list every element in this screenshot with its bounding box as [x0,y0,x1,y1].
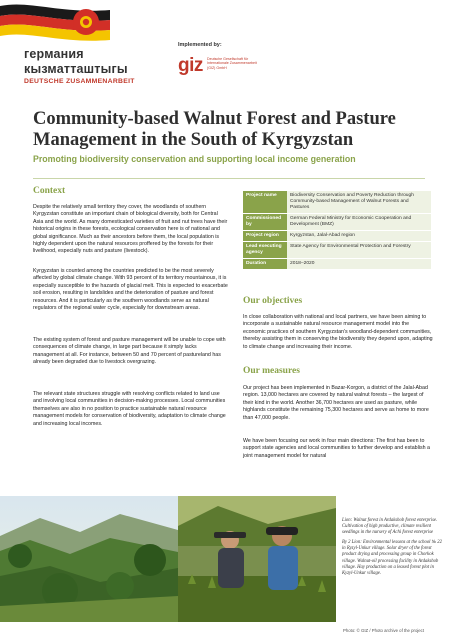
objectives-paragraph: In close collaboration with national and local partners, we have been aiming to incorporate a sustainable natural resource management model into the economic practices of southern Kyrgyzstan's woodland-dependent communities, thereby assisting them in conserving the biodiversity they depend upon, adapting to climate change and increasing their income. [243,314,433,350]
context-paragraph-2: Kyrgyzstan is counted among the countries predicted to be the most severely affected by global climate change. With 93 percent of its territory mountainous, it is especially susceptible to the hazards of glacial melt. This is expected to exacerbate soil erosion, resulting in landslides and the deterioration of pasture and forest resources. And it is particularly as the southern woodlands serve as natural regulators of the regional water cycle, especially for downstream areas. [33,268,228,312]
measures-paragraph-2: We have been focusing our work in four main directions: The first has been to support state agencies and local communities to further develop and establish a joint management model for natural [243,438,430,459]
logo-line-cooperation: кызматташтыгы [24,62,128,76]
giz-logo: giz [178,55,203,76]
giz-full-name: Deutsche Gesellschaft für Internationale Zusammenarbeit (GIZ) GmbH [207,57,257,70]
page-subtitle: Promoting biodiversity conservation and supporting local income generation [33,154,356,164]
table-key: Duration [243,259,287,270]
table-key: Commissioned by [243,214,287,231]
photo-caption-2: By 2 Lion: Environmental lessons at the school № 22 in Ryzyl-Unkur village. Solar dryer of the forest product drying and processing group in Chorkok village. Walnut-oil processing facility in Ardakshob village. Hay production on a leased forest plot in Kyzyl-Unkur village. [342,540,442,576]
photo-credit: Photo: © GIZ / Photo archive of the project [343,628,425,633]
table-value: German Federal Ministry for Economic Cooperation and Development (BMZ) [287,214,431,231]
table-key: Project name [243,191,287,214]
people-image-icon [178,496,336,622]
context-heading: Context [33,186,66,196]
logo-line-german-cooperation: DEUTSCHE ZUSAMMENARBEIT [24,78,135,85]
title-divider [33,178,425,179]
walnut-forest-photo [0,496,178,622]
implemented-by-label: Implemented by: [178,42,222,48]
table-value: Kyrgyzstan, Jalal-Abad region [287,231,431,242]
table-value: State Agency for Environmental Protection and Forestry [287,242,431,259]
photo-captions [342,518,444,581]
forest-landscape-image-icon [0,496,178,622]
measures-paragraph-1: Our project has been implemented in Bazar-Korgon, a district of the Jalal-Abad region. 13,000 hectares are covered by natural walnut forests – the largest of their kind in the world. Another 36,700 hectares are used as pasture, while highlands constitute the remaining 75,300 hectares and serve as home to more than 47,000 people. [243,385,429,421]
context-paragraph-1: Despite the relatively small territory they cover, the woodlands of southern Kyrgyzstan constitute an important chain of biological diversity, both for Central Asia and the world. As many domesticated varieties of fruit and nut trees have their historical origins in these forests, ecological conservation here is of national and global significance. Much as their ancestors before them, the local population is highly dependent upon the natural resources proffered by the forests for their livelihood, especially nuts and pasture (livestock). [33,204,228,255]
project-info-table [243,191,431,270]
table-value: 2018–2020 [287,259,431,270]
objectives-heading: Our objectives [243,296,303,306]
context-paragraph-3: The existing system of forest and pasture management will be unable to cope with consequences of climate change, in large part because it simply lacks management at all. For instance, between 50 and 70 percent of pastureland has already been degraded due to livestock overgrazing. [33,337,226,366]
photo-caption-1: Lion: Walnut forest in Ardakshob forest enterprise. Cultivation of high productive, climate resilient seedlings in the nursery of Achi forest enterprise [342,518,438,536]
context-paragraph-4: The relevant state structures struggle with resolving conflicts related to land use and involving local communities in decision-making processes. Local communities themselves are also in no position to practice sustainable natural resource management models for conservation of biodiversity, adaptation to climate change and increasing local incomes. [33,391,226,427]
people-with-seedlings-photo [178,496,336,622]
measures-heading: Our measures [243,366,300,376]
table-key: Project region [243,231,287,242]
table-row [243,259,431,270]
table-key: Lead executing agency [243,242,287,259]
page-title: Community-based Walnut Forest and Pasture Management in the South of Kyrgyzstan [33,109,396,150]
table-value: Biodiversity Conservation and Poverty Reduction through Community-based Management of Walnut Forests and Pastures [287,191,431,214]
table-row [243,214,431,231]
table-row [243,242,431,259]
logo-line-germany: германия [24,47,84,61]
table-row [243,231,431,242]
table-row [243,191,431,214]
